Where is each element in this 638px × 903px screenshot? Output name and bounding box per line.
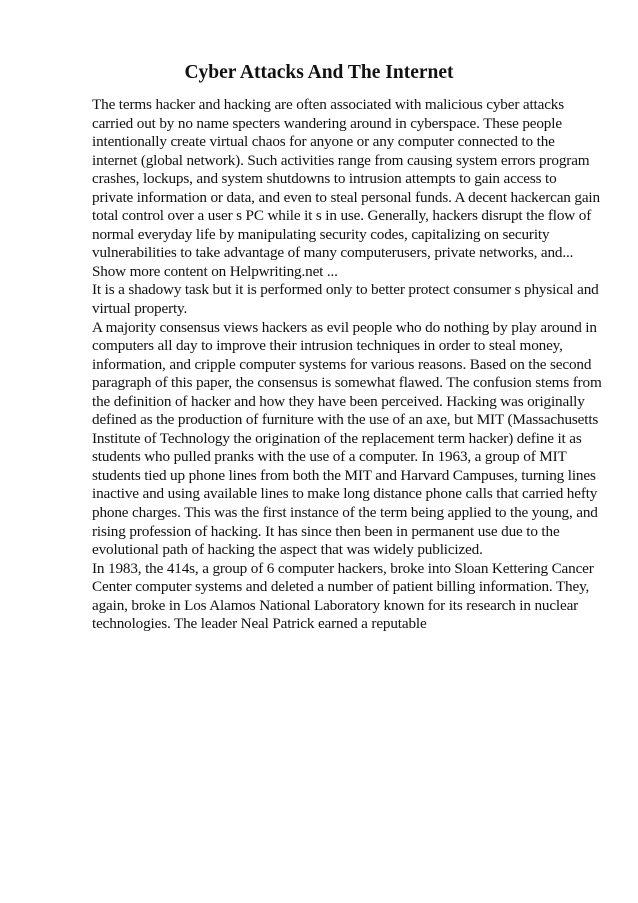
body-line: evolutional path of hacking the aspect that was widely publicized. [92, 541, 483, 559]
document-body [92, 96, 602, 634]
body-line: information, and cripple computer systems for various reasons. Based on the second [92, 355, 592, 373]
body-line: students who pulled pranks with the use of a computer. In 1963, a group of MIT [92, 448, 567, 466]
body-line: phone charges. This was the first instance of the term being applied to the young, and [92, 504, 598, 522]
body-line: crashes, lockups, and system shutdowns to intrusion attempts to gain access to [92, 170, 557, 188]
body-line: intentionally create virtual chaos for anyone or any computer connected to the [92, 133, 555, 151]
body-line: virtual property. [92, 300, 188, 318]
body-line: normal everyday life by manipulating security codes, capitalizing on security [92, 225, 550, 243]
body-line: In 1983, the 414s, a group of 6 computer hackers, broke into Sloan Kettering Cancer [92, 559, 594, 577]
body-line: students tied up phone lines from both the MIT and Harvard Campuses, turning lines [92, 466, 596, 484]
body-line: The terms hacker and hacking are often associated with malicious cyber attacks [92, 96, 564, 113]
body-line: total control over a user s PC while it s in use. Generally, hackers disrupt the flow of [92, 207, 592, 225]
body-line: again, broke in Los Alamos National Laboratory known for its research in nuclear [92, 596, 579, 614]
body-line: paragraph of this paper, the consensus is somewhat flawed. The confusion stems from [92, 374, 602, 392]
body-line: internet (global network). Such activities range from causing system errors program [92, 151, 590, 169]
page-title: Cyber Attacks And The Internet [184, 62, 454, 83]
body-line: the definition of hacker and how they have been perceived. Hacking was originally [92, 392, 585, 410]
body-line: carried out by no name specters wandering around in cyberspace. These people [92, 114, 562, 132]
body-line: Center computer systems and deleted a number of patient billing information. They, [92, 578, 590, 596]
show-more-line: Show more content on Helpwriting.net ... [92, 262, 338, 280]
body-line: Institute of Technology the origination of the replacement term hacker) define it as [92, 429, 582, 447]
body-line: vulnerabilities to take advantage of many computerusers, private networks, and... [92, 244, 574, 262]
body-line: private information or data, and even to steal personal funds. A decent hackercan gain [92, 188, 600, 206]
body-line: A majority consensus views hackers as evil people who do nothing by play around in [92, 318, 597, 336]
body-line: technologies. The leader Neal Patrick earned a reputable [92, 615, 427, 633]
body-line: inactive and using available lines to make long distance phone calls that carried hefty [92, 485, 598, 503]
body-line: rising profession of hacking. It has since then been in permanent use due to the [92, 522, 560, 540]
body-line: defined as the production of furniture with the use of an axe, but MIT (Massachusetts [92, 411, 599, 429]
body-line: computers all day to improve their intrusion techniques in order to steal money, [92, 337, 563, 355]
body-line: It is a shadowy task but it is performed only to better protect consumer s physical and [92, 281, 599, 299]
